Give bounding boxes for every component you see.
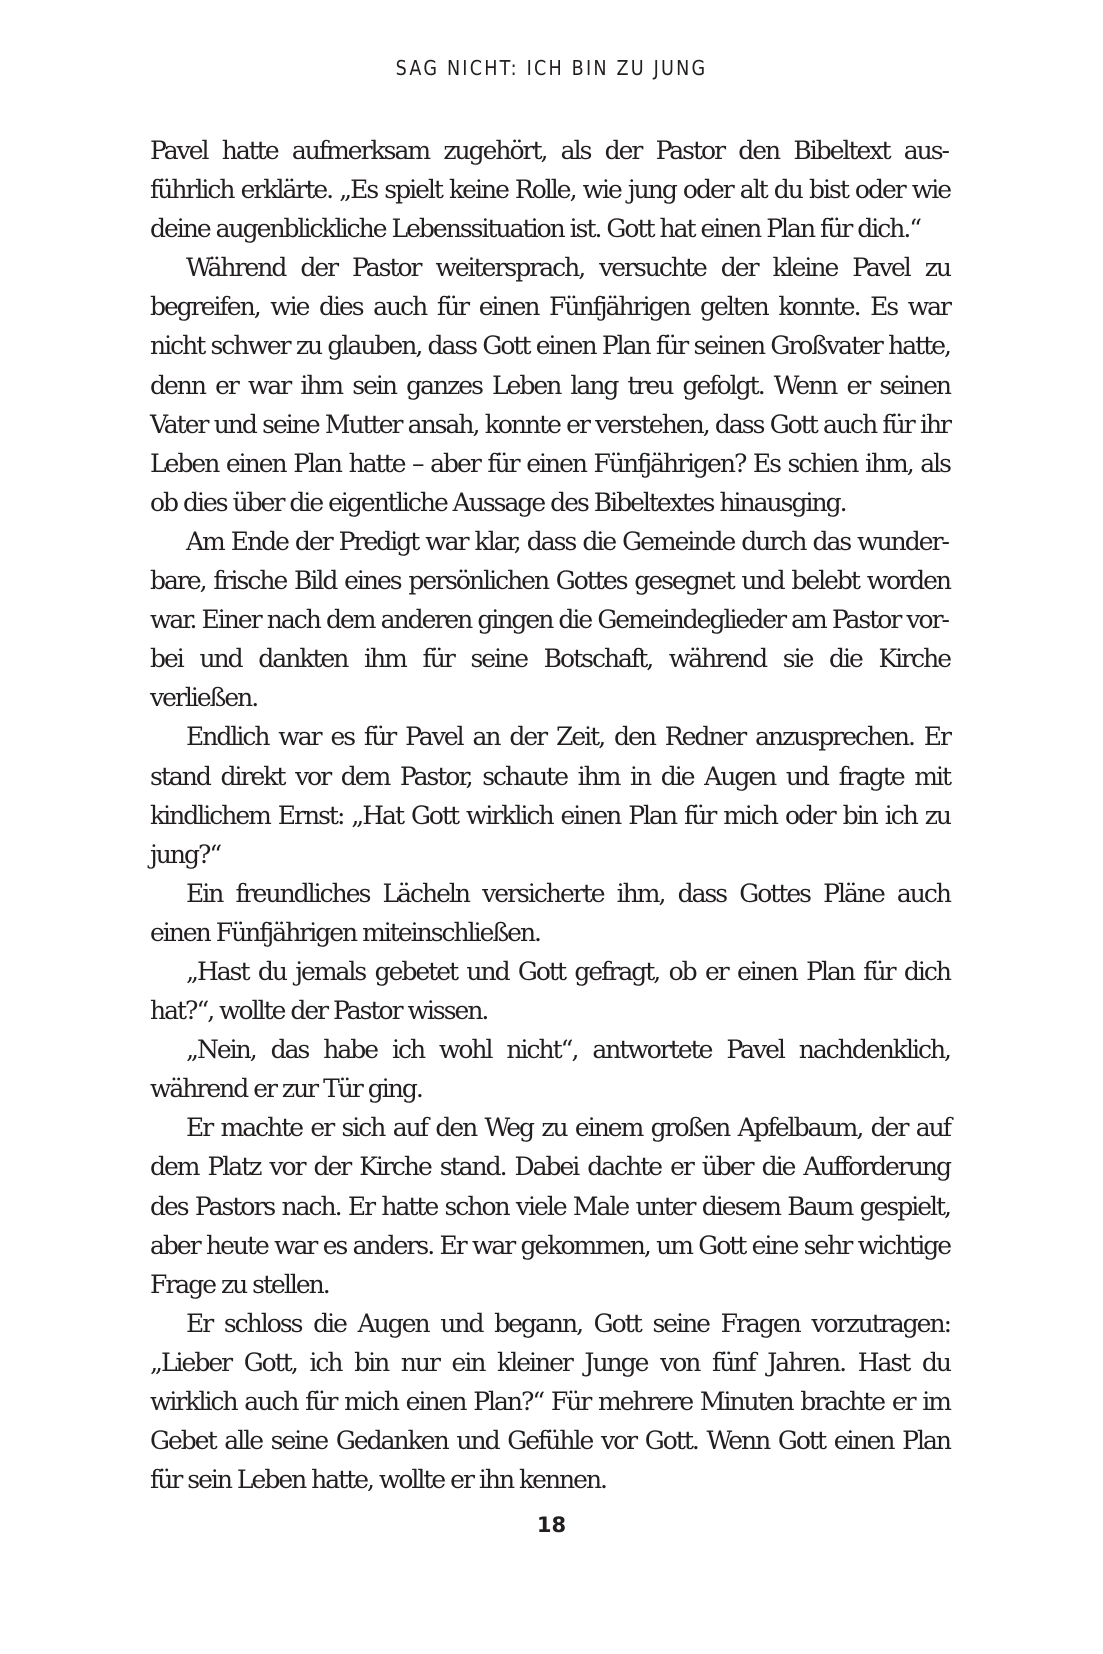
running-head: SAG NICHT: ICH BIN ZU JUNG (395, 56, 708, 80)
paragraph: Endlich war es für Pavel an der Zeit, den Redner anzusprechen. Er stand direkt vor dem Pastor, schaute ihm in die Augen und fragte mit kindlichem Ernst: „Hat Gott wirklich einen Plan für mich oder bin ich zu jung?“ (150, 722, 950, 869)
paragraph: „Hast du jemals gebetet und Gott gefragt, ob er einen Plan für dich hat?“, wollte der Pastor wissen. (150, 956, 950, 1026)
paragraph: Pavel hatte aufmerksam zugehört, als der Pastor den Bibeltext ausführlich erklärte. „Es spielt keine Rolle, wie jung oder alt du bist oder wie deine augenblickliche Lebenssituation ist. Gott hat einen Plan für dich.“ (150, 136, 950, 244)
paragraph: Er schloss die Augen und begann, Gott seine Fragen vorzutragen: „Lieber Gott, ich bin nur ein kleiner Junge von fünf Jahren. Hast du wirklich auch für mich einen Plan?“ Für mehrere Minuten brachte er im Gebet alle seine Gedanken und Gefühle vor Gott. Wenn Gott einen Plan für sein Leben hatte, wollte er ihn kennen. (150, 1308, 950, 1495)
body-text (150, 131, 950, 1499)
page-number: 18 (536, 1513, 567, 1537)
paragraph: Ein freundliches Lächeln versicherte ihm, dass Gottes Pläne auch einen Fünfjährigen miteinschließen. (150, 878, 950, 947)
paragraph: „Nein, das habe ich wohl nicht“, antwortete Pavel nachdenklich, während er zur Tür ging. (150, 1035, 950, 1104)
paragraph: Am Ende der Predigt war klar, dass die Gemeinde durch das wunderbare, frische Bild eines persönlichen Gottes gesegnet und belebt worden war. Einer nach dem anderen gingen die Gemeindeglieder am Pastor vorbei und dankten ihm für seine Botschaft, während sie die Kirche verließen. (150, 526, 950, 713)
paragraph: Er machte er sich auf den Weg zu einem großen Apfelbaum, der auf dem Platz vor der Kirche stand. Dabei dachte er über die Aufforderung des Pastors nach. Er hatte schon viele Male unter diesem Baum gespielt, aber heute war es anders. Er war gekommen, um Gott eine sehr wichtige Frage zu stellen. (150, 1113, 950, 1299)
paragraph: Während der Pastor weitersprach, versuchte der kleine Pavel zu begreifen, wie dies auch für einen Fünfjährigen gelten konnte. Es war nicht schwer zu glauben, dass Gott einen Plan für seinen Großvater hatte, denn er war ihm sein ganzes Leben lang treu gefolgt. Wenn er seinen Vater und seine Mutter ansah, konnte er verstehen, dass Gott auch für ihr Leben einen Plan hatte – aber für einen Fünfjährigen? Es schien ihm, als ob dies über die eigentliche Aussage des Bibeltextes hinausging. (150, 253, 950, 517)
